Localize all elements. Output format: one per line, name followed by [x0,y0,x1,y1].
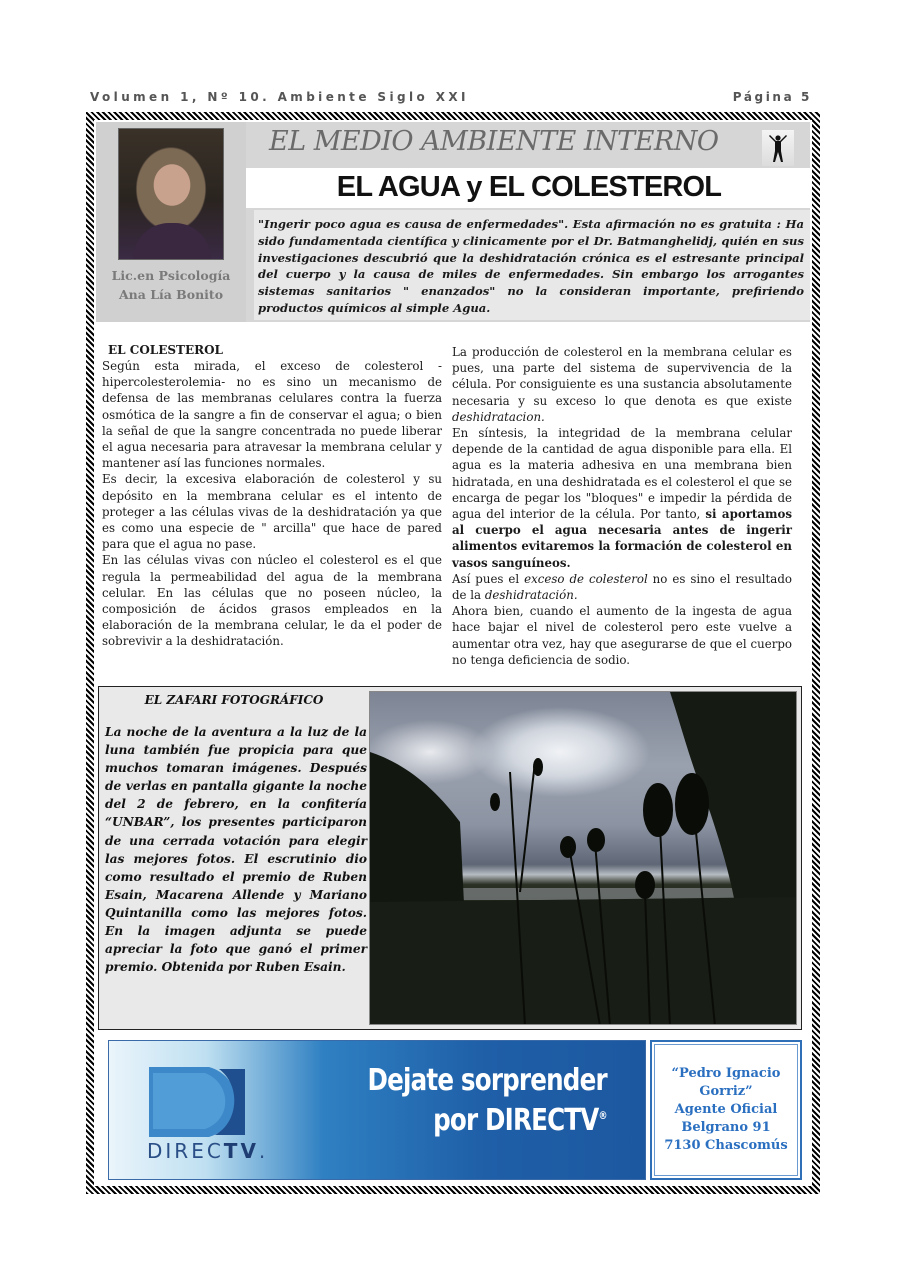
agent-role: Agente Oficial [674,1102,778,1117]
author-panel [96,122,246,322]
paragraph: Ahora bien, cuando el aumento de la ingesta de agua hace bajar el nivel de colesterol pero este vuelve a aumentar otra vez, hay que asegurarse de que el cuerpo no tenga deficiencia de sodio. [452,604,792,667]
bold-statement: si aportamos al cuerpo el agua necesaria antes de ingerir alimentos evitaremos la formación de colesterol en vasos sanguíneos. [452,507,792,570]
text: no es sino el resultado de la [452,571,792,603]
paragraph [452,571,792,603]
slogan-text: por DIRECTV [433,1103,599,1138]
registered-mark: ® [598,1109,607,1122]
paragraph: En las células vivas con núcleo el colesterol es el que regula la permeabilidad del agua de la membrana celular. En las células que no poseen núcleo, la composición de ácidos grasos empleados en la elaboración de la membrana celular, le da el poder de sobrevivir a la deshidratación. [102,553,442,649]
page-number: Página 5 [732,90,812,104]
directv-logo-icon [149,1067,249,1137]
paragraph: Es decir, la excesiva elaboración de colesterol y su depósito en la membrana celular es el intento de proteger a las células vivas de la deshidratación ya que es como una especie de " arcilla" que hace de pared para que el agua no pase. [102,472,442,552]
emphasis: exceso de colesterol [524,571,648,586]
page-content [94,120,812,1186]
author-photo [118,128,224,260]
headline-box [246,168,812,208]
decorative-page-frame [86,112,820,1194]
running-head [90,90,812,106]
lead-box [254,210,810,320]
directv-wordmark: DIRECTV. [147,1139,269,1163]
directv-ad[interactable] [108,1040,646,1180]
agent-city: 7130 Chascomús [664,1138,788,1153]
zafari-title: EL ZAFARI FOTOGRÁFICO [144,693,324,707]
paragraph: Según esta mirada, el exceso de colesterol -hipercolesterolemia- no es sino un mecanismo de defensa de las membranas celulares contra la fuerza osmótica de la sangre a fin de conservar el agua; o bien la señal de que la sangre concentrada no puede liberar el agua necesaria para atravesar la membrana celular y mantener así las funciones normales. [102,359,442,471]
paragraph [452,425,792,571]
text: La producción de colesterol en la membrana celular es pues, una parte del sistema de supervivencia de la célula. Por consiguiente es una sustancia absolutamente necesaria y su exceso lo que denota es que existe [452,345,792,408]
zafari-text: La noche de la aventura a la luz de la luna también fue propicia para que muchos tomaran imágenes. Después de verlas en pantalla gigante la noche del 2 de febrero, en la confitería “UNBAR”, los presentes participaron de una cerrada votación para elegir las mejores fotos. El escrutinio dio como resultado el premio de Ruben Esain, Macarena Allende y Mariano Quintanilla como las mejores fotos. En la imagen adjunta se puede apreciar la foto que ganó el primer premio. Obtenida por Ruben Esain. [105,725,367,975]
ad-slogan-line2 [433,1103,607,1138]
author-name: Ana Lía Bonito [118,287,224,302]
emphasis: deshidratacion. [452,409,545,424]
paragraph [452,344,792,425]
lead-paragraph: "Ingerir poco agua es causa de enfermedades". Esta afirmación no es gratuita : Ha sido fundamentada científica y clinicamente por el Dr. Batmanghelidj, quién en sus investigaciones descubrió que la deshidratación crónica es el estresante principal del cuerpo y la causa de miles de enfermedades. Sin embargo los arrogantes sistemas sanitarios " enanzados" no la consideran importante, prefiriendo productos químicos al simple Agua. [258,217,804,315]
zafari-box [98,686,802,1030]
article-column-left [102,342,442,650]
section-title: EL MEDIO AMBIENTE INTERNO [269,126,719,157]
wordmark-light: DIREC [147,1139,224,1163]
agent-address: Belgrano 91 [681,1120,771,1135]
ad-slogan-line1: Dejate sorprender [367,1063,607,1098]
article-subheading: EL COLESTEROL [108,343,223,357]
headline: EL AGUA y EL COLESTEROL [336,171,722,203]
issue-label: Volumen 1, Nº 10. Ambiente Siglo XXI [90,90,469,104]
agent-name-line1: “Pedro Ignacio [671,1066,781,1081]
emphasis: deshidratación. [484,588,578,603]
wordmark-bold: TV [223,1139,259,1163]
agent-info-box [650,1040,802,1180]
winning-photo [369,691,797,1025]
article-column-right [452,344,792,668]
agent-name-line2: Gorriz” [699,1084,753,1099]
text: En síntesis, la integridad de la membrana celular depende de la cantidad de agua disponible para ella. El agua es la materia adhesiva en una membrana bien hidratada, en una deshidratada es el colesterol el que se encarga de pegar los "bloques" e impedir la pérdida de agua del interior de la célula. Por tanto, [452,426,792,522]
runner-icon [762,130,794,166]
text: Así pues el [452,571,525,586]
author-title: Lic.en Psicología [111,268,231,283]
